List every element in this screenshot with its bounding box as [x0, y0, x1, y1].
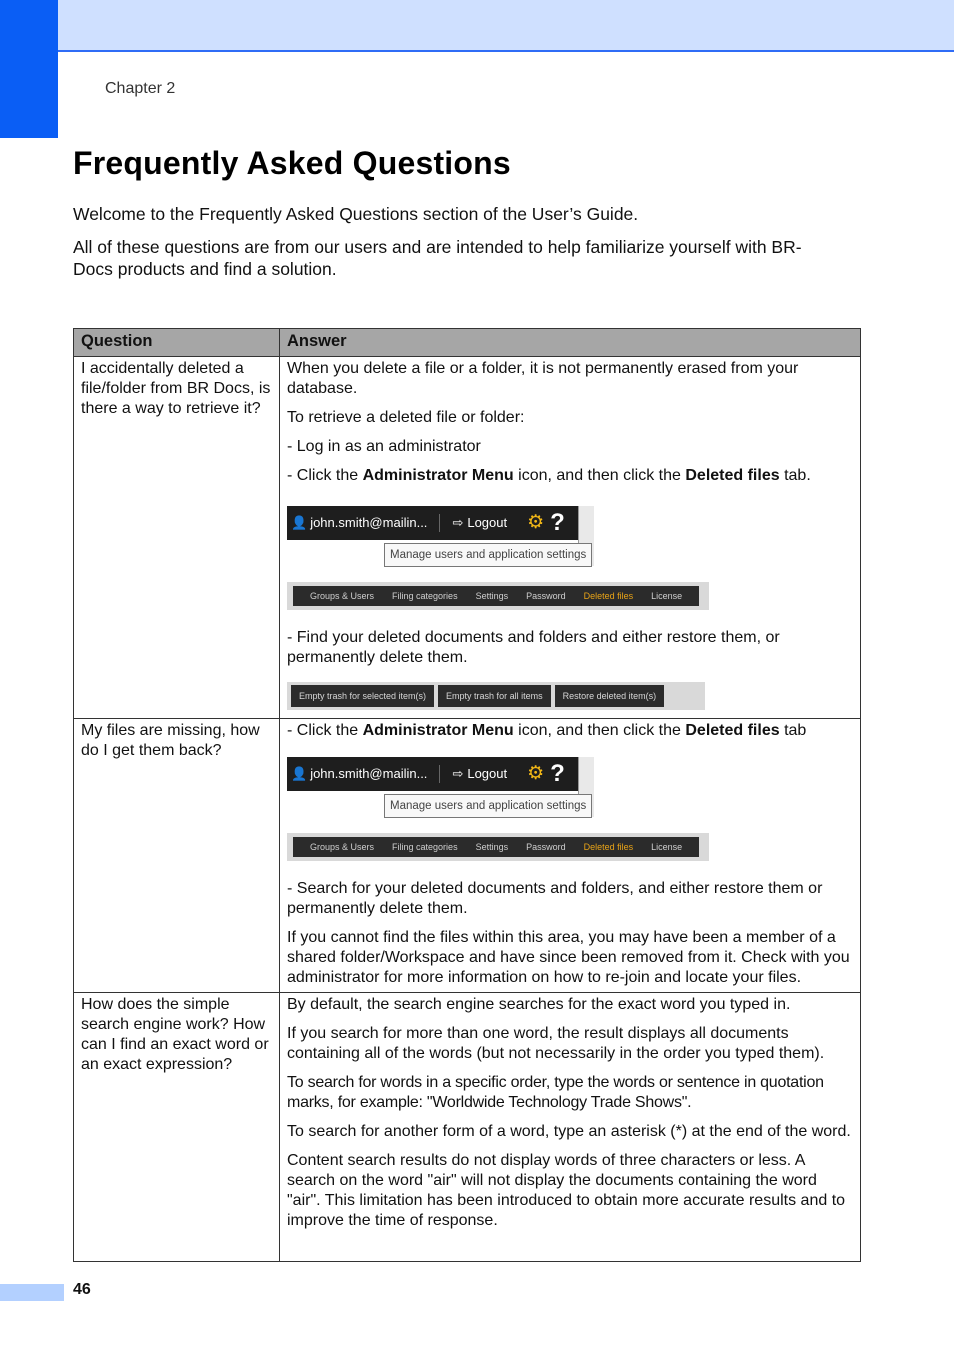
answer-text: If you cannot find the files within this area, you may have been a member of a shared folder/Workspace and have since been removed from it. Check with you administrator for more information on how to re-join and locate your files. [287, 929, 850, 986]
help-icon: ? [550, 509, 565, 536]
logout-icon: ⇨ [452, 766, 464, 781]
table-row [74, 357, 861, 719]
answer-text: - Find your deleted documents and folders and either restore them, or permanently delete them. [287, 629, 780, 666]
question-cell: How does the simple search engine work? How can I find an exact word or an exact expression? [74, 993, 280, 1262]
chapter-side-tab [0, 0, 58, 138]
tab-filing-categories: Filing categories [392, 842, 458, 852]
restore-deleted-button: Restore deleted item(s) [555, 685, 665, 707]
table-header-row [74, 329, 861, 357]
header-band [58, 0, 954, 52]
admin-menu-screenshot [287, 506, 594, 566]
answer-column-header: Answer [280, 329, 861, 357]
answer-cell [280, 357, 861, 719]
answer-text: - Log in as an administrator [287, 438, 481, 455]
admin-tooltip: Manage users and application settings [384, 794, 592, 818]
trash-buttons-screenshot [287, 682, 705, 710]
tab-settings: Settings [475, 591, 509, 601]
question-cell: I accidentally deleted a file/folder from BR Docs, is there a way to retrieve it? [74, 357, 280, 719]
page-number: 46 [73, 1281, 91, 1298]
logout-icon: ⇨ [452, 515, 464, 530]
table-row [74, 719, 861, 993]
faq-table [73, 328, 861, 1262]
user-icon: 👤 [291, 515, 308, 530]
page-title: Frequently Asked Questions [73, 145, 511, 181]
logout-link: ⇨ Logout [452, 513, 507, 533]
tab-deleted-files: Deleted files [583, 842, 634, 852]
tab-filing-categories: Filing categories [392, 591, 458, 601]
answer-text: - Click the Administrator Menu icon, and then click the Deleted files tab [287, 722, 807, 739]
tab-groups-users: Groups & Users [310, 591, 375, 601]
intro-paragraph-1: Welcome to the Frequently Asked Questions section of the User’s Guide. [73, 204, 639, 224]
tab-license: License [651, 591, 683, 601]
admin-toolbar [287, 757, 578, 791]
admin-tab-bar-screenshot [287, 582, 709, 610]
answer-text: If you search for more than one word, the result displays all documents containing all of the words (but not necessarily in the order you typed them). [287, 1025, 825, 1062]
question-column-header: Question [74, 329, 280, 357]
answer-text: - Click the Administrator Menu icon, and then click the Deleted files tab. [287, 467, 811, 484]
answer-text: To retrieve a deleted file or folder: [287, 409, 525, 426]
tab-deleted-files: Deleted files [583, 591, 634, 601]
answer-text: To search for words in a specific order, type the words or sentence in quotation marks, for example: "Worldwide Technology Trade Shows". [287, 1074, 824, 1111]
admin-tooltip: Manage users and application settings [384, 543, 592, 567]
answer-text: Content search results do not display words of three characters or less. A search on the word "air" will not display the documents containing the word "air". This limitation has been introduced to obtain more accurate results and to improve the time of response. [287, 1152, 846, 1229]
tab-settings: Settings [475, 842, 509, 852]
table-row [74, 993, 861, 1262]
intro-paragraph-2: All of these questions are from our users and are intended to help familiarize yourself with BR-Docs products and find a solution. [73, 237, 802, 279]
answer-text: To search for another form of a word, type an asterisk (*) at the end of the word. [287, 1123, 851, 1140]
user-menu: 👤 john.smith@mailin... [291, 513, 427, 533]
tab-license: License [651, 842, 683, 852]
question-cell: My files are missing, how do I get them back? [74, 719, 280, 993]
user-icon: 👤 [291, 766, 308, 781]
help-icon: ? [550, 760, 565, 787]
answer-text: By default, the search engine searches for the exact word you typed in. [287, 996, 791, 1013]
admin-toolbar [287, 506, 578, 540]
tab-password: Password [526, 591, 566, 601]
page-number-band [0, 1284, 64, 1301]
logout-link: ⇨ Logout [452, 764, 507, 784]
chapter-label: Chapter 2 [105, 80, 176, 97]
admin-tab-bar-screenshot [287, 833, 709, 861]
user-menu: 👤 john.smith@mailin... [291, 764, 427, 784]
answer-text: - Search for your deleted documents and folders, and either restore them or permanently delete them. [287, 880, 823, 917]
gear-icon: ⚙ [527, 763, 545, 784]
tab-groups-users: Groups & Users [310, 842, 375, 852]
empty-trash-selected-button: Empty trash for selected item(s) [291, 685, 434, 707]
answer-cell [280, 993, 861, 1262]
gear-icon: ⚙ [527, 512, 545, 533]
answer-cell [280, 719, 861, 993]
admin-menu-screenshot [287, 757, 594, 817]
answer-text: When you delete a file or a folder, it is not permanently erased from your database. [287, 360, 799, 397]
tab-password: Password [526, 842, 566, 852]
empty-trash-all-button: Empty trash for all items [438, 685, 551, 707]
